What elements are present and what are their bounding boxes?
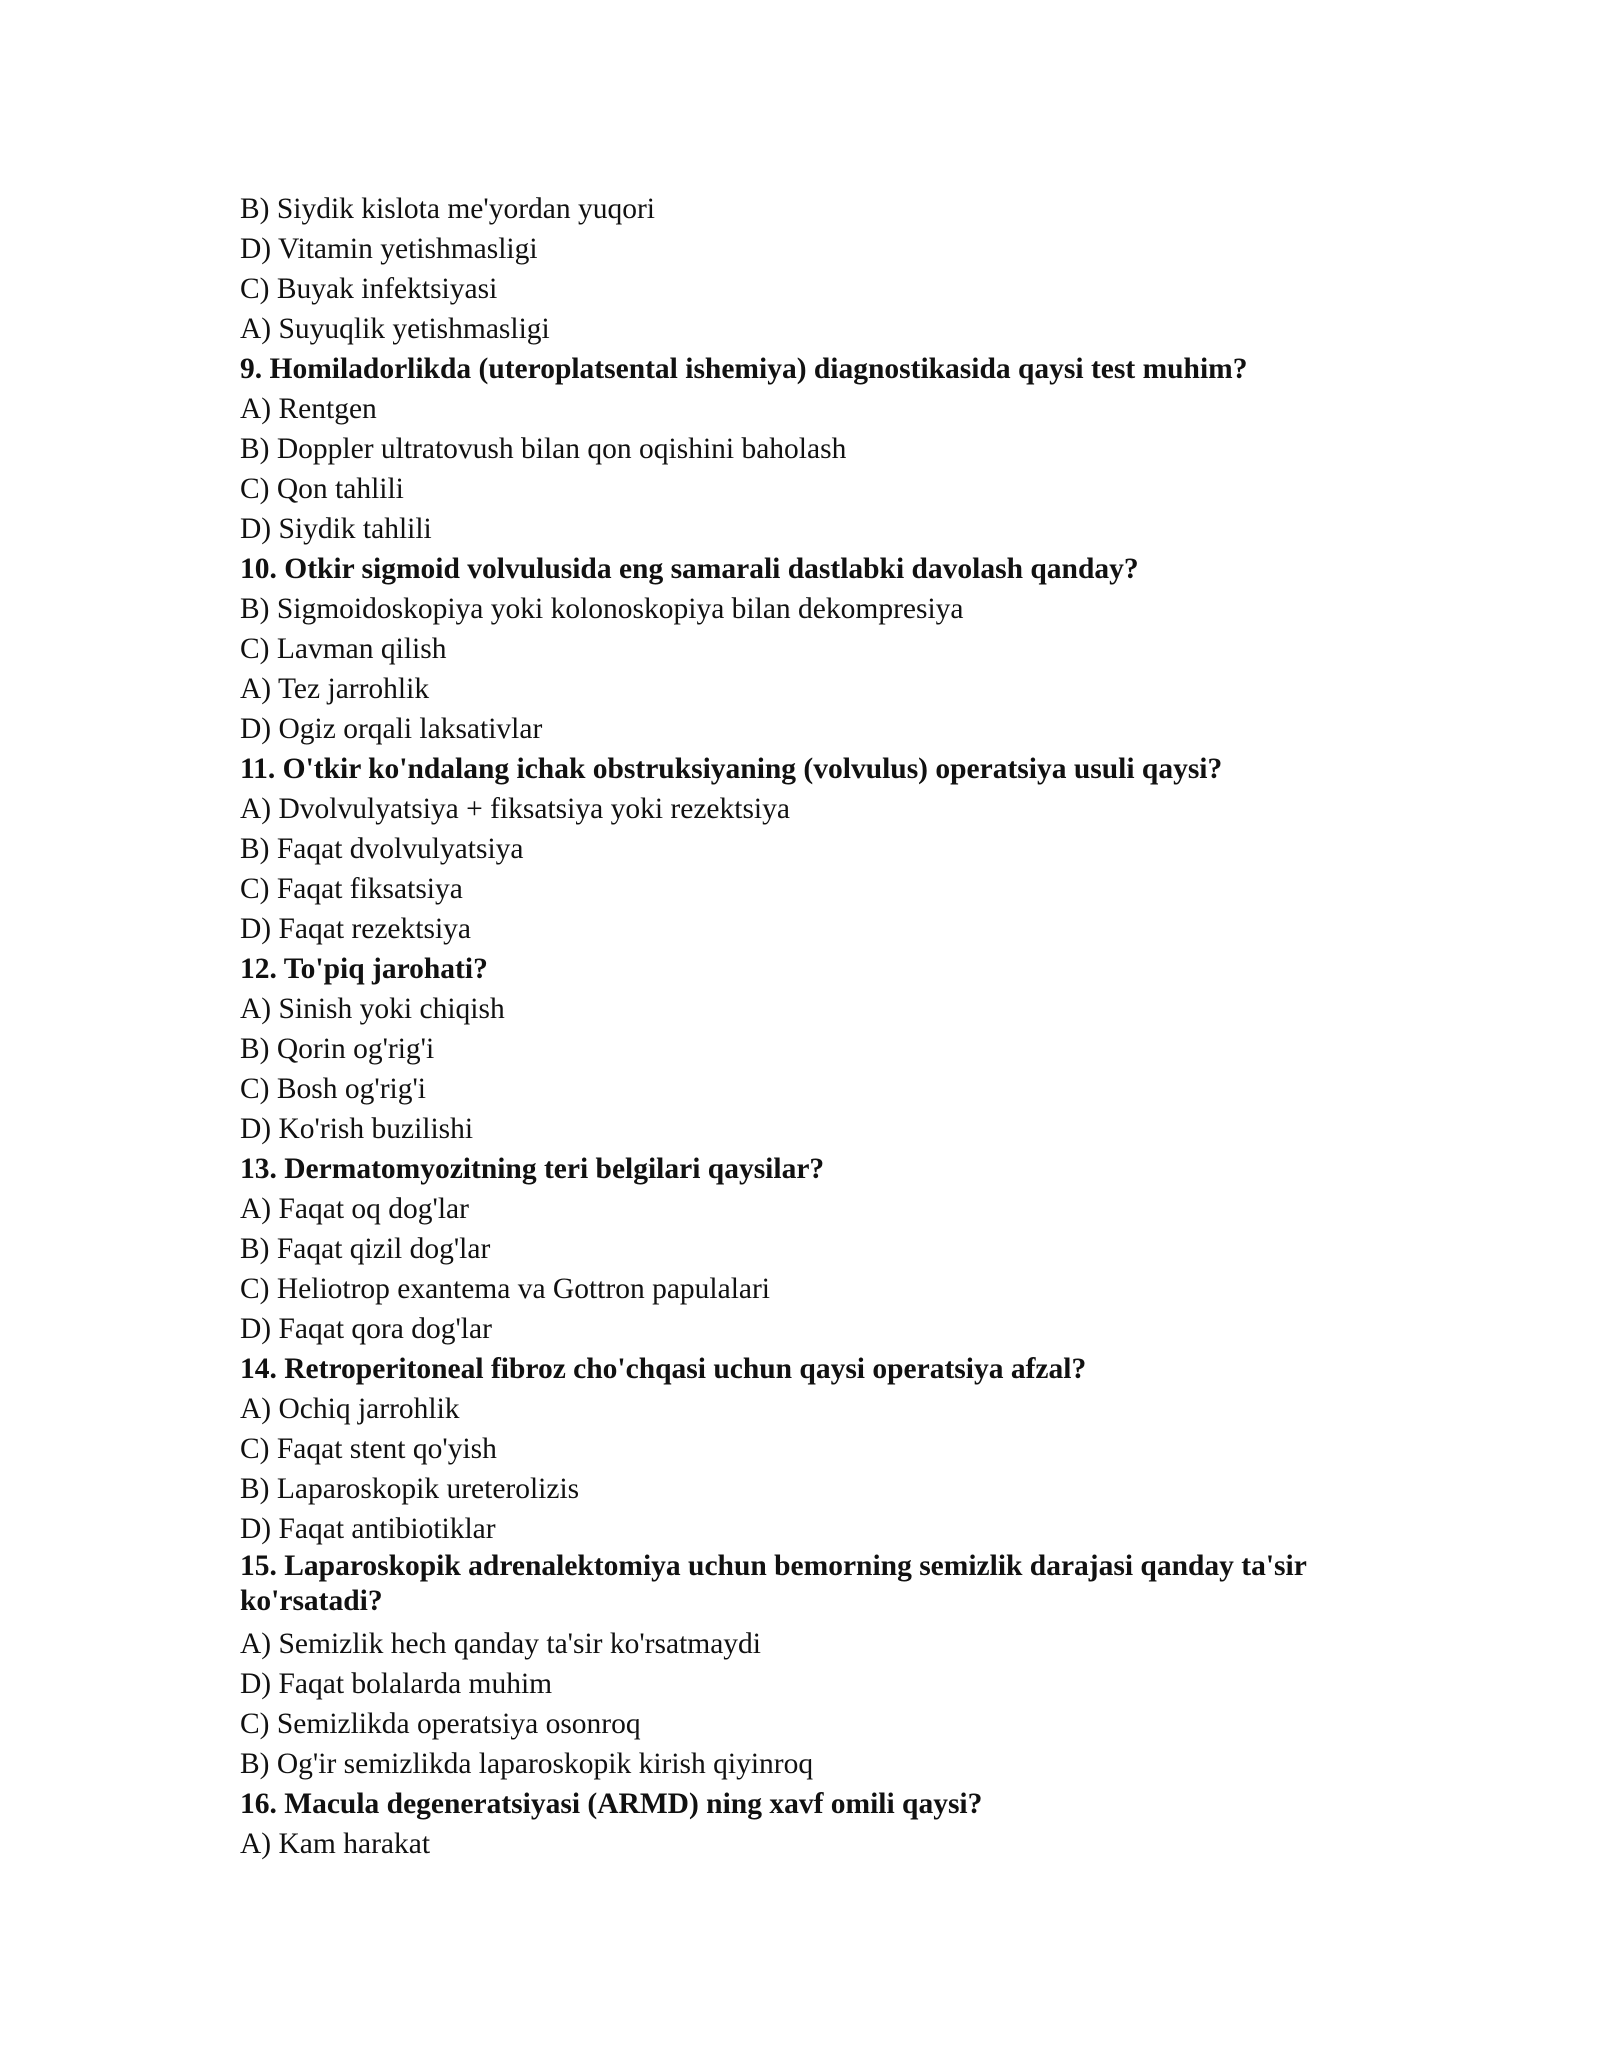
option-text: D) Ogiz orqali laksativlar bbox=[240, 713, 543, 745]
option-text: B) Siydik kislota me'yordan yuqori bbox=[240, 193, 656, 225]
question-heading: 14. Retroperitoneal fibroz cho'chqasi uchun qaysi operatsiya afzal? bbox=[240, 1353, 1087, 1385]
option-text: A) Semizlik hech qanday ta'sir ko'rsatmaydi bbox=[240, 1628, 762, 1660]
option-text: A) Tez jarrohlik bbox=[240, 673, 430, 705]
option-text: B) Laparoskopik ureterolizis bbox=[240, 1473, 580, 1505]
question-heading: 11. O'tkir ko'ndalang ichak obstruksiyaning (volvulus) operatsiya usuli qaysi? bbox=[240, 753, 1223, 785]
option-text: B) Faqat dvolvulyatsiya bbox=[240, 833, 524, 865]
option-text: A) Suyuqlik yetishmasligi bbox=[240, 313, 550, 345]
option-text: C) Heliotrop exantema va Gottron papulalari bbox=[240, 1273, 771, 1305]
question-heading: 9. Homiladorlikda (uteroplatsental ishemiya) diagnostikasida qaysi test muhim? bbox=[240, 353, 1248, 385]
option-text: D) Faqat rezektsiya bbox=[240, 913, 471, 945]
option-text: D) Siydik tahlili bbox=[240, 513, 432, 545]
option-text: C) Faqat stent qo'yish bbox=[240, 1433, 497, 1465]
option-text: C) Bosh og'rig'i bbox=[240, 1073, 427, 1105]
option-text: C) Semizlikda operatsiya osonroq bbox=[240, 1708, 641, 1740]
option-text: A) Rentgen bbox=[240, 393, 377, 425]
option-text: B) Qorin og'rig'i bbox=[240, 1033, 435, 1065]
option-text: D) Vitamin yetishmasligi bbox=[240, 233, 538, 265]
question-heading: 10. Otkir sigmoid volvulusida eng samarali dastlabki davolash qanday? bbox=[240, 553, 1139, 585]
option-text: A) Faqat oq dog'lar bbox=[240, 1193, 469, 1225]
question-heading: 13. Dermatomyozitning teri belgilari qaysilar? bbox=[240, 1153, 825, 1185]
option-text: A) Kam harakat bbox=[240, 1828, 431, 1860]
option-text: D) Ko'rish buzilishi bbox=[240, 1113, 474, 1145]
option-text: A) Dvolvulyatsiya + fiksatsiya yoki rezektsiya bbox=[240, 793, 790, 825]
option-text: C) Qon tahlili bbox=[240, 473, 404, 505]
option-text: B) Sigmoidoskopiya yoki kolonoskopiya bilan dekompresiya bbox=[240, 593, 964, 625]
option-text: B) Og'ir semizlikda laparoskopik kirish qiyinroq bbox=[240, 1748, 814, 1780]
question-heading: 16. Macula degeneratsiyasi (ARMD) ning xavf omili qaysi? bbox=[240, 1788, 983, 1820]
option-text: C) Lavman qilish bbox=[240, 633, 447, 665]
question-heading: 15. Laparoskopik adrenalektomiya uchun bemorning semizlik darajasi qanday ta'sir ko'rsatadi? bbox=[240, 1550, 1307, 1617]
option-text: C) Buyak infektsiyasi bbox=[240, 273, 498, 305]
option-text: A) Sinish yoki chiqish bbox=[240, 993, 505, 1025]
option-text: D) Faqat qora dog'lar bbox=[240, 1313, 492, 1345]
option-text: D) Faqat bolalarda muhim bbox=[240, 1668, 553, 1700]
option-text: C) Faqat fiksatsiya bbox=[240, 873, 463, 905]
option-text: B) Doppler ultratovush bilan qon oqishini baholash bbox=[240, 433, 847, 465]
question-heading: 12. To'piq jarohati? bbox=[240, 953, 488, 985]
document-page bbox=[240, 189, 1400, 1864]
option-text: B) Faqat qizil dog'lar bbox=[240, 1233, 491, 1265]
option-text: D) Faqat antibiotiklar bbox=[240, 1513, 496, 1545]
option-text: A) Ochiq jarrohlik bbox=[240, 1393, 460, 1425]
